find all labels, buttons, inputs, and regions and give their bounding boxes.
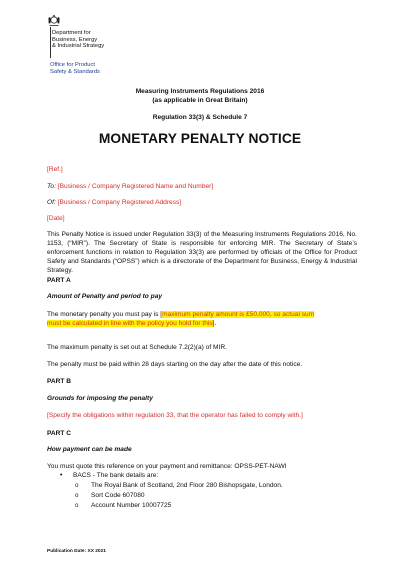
page-title: MONETARY PENALTY NOTICE xyxy=(98,131,302,146)
penalty-amount-paragraph xyxy=(47,311,357,329)
regulation-scope: (as applicable in Great Britain) xyxy=(152,96,248,104)
department-line: & Industrial Strategy xyxy=(52,43,105,50)
penalty-amount-highlight: maximum penalty amount is £50,000, so actual sum xyxy=(162,311,315,318)
sort-code-item: Sort Code 607080 xyxy=(91,492,145,499)
grounds-placeholder: [Specify the obligations within regulation 33, that the operator has failed to comply with.] xyxy=(47,412,303,419)
of-label: Of: xyxy=(47,199,56,206)
intro-paragraph: This Penalty Notice is issued under Regulation 33(3) of the Measuring Instruments Regulations 2016, No. 1153, (“MIR”). The Secretary of State is responsible for enforcing MIR. The Secretary of State’s enforcement functions in relation to Regulation 33(3) are performed by officials of the Office for Product Safety and Standards (“OPSS”) which is a directorate of the Department for Business, Energy & Industrial Strategy. xyxy=(47,231,357,274)
part-a-subheading: Amount of Penalty and period to pay xyxy=(47,293,163,300)
penalty-amount-prefix: The monetary penalty you must pay is [ xyxy=(47,311,163,318)
part-b-heading: PART B xyxy=(47,378,72,385)
department-name xyxy=(52,30,104,50)
payment-period-text: The penalty must be paid within 28 days starting on the day after the date of this notice. xyxy=(47,361,303,368)
royal-coat-of-arms-icon xyxy=(46,13,62,27)
regulation-title: Measuring Instruments Regulations 2016 xyxy=(135,88,265,95)
logo-rule xyxy=(50,27,51,58)
penalty-amount-highlight: must be calculated in line with the policy you hold for this xyxy=(47,319,213,327)
circle-sub-bullet-icon: o xyxy=(75,492,79,499)
department-line: Business, Energy xyxy=(52,36,98,43)
to-label: To: xyxy=(47,183,56,190)
opss-name xyxy=(50,62,100,75)
payment-reference-text: You must quote this reference on your payment and remittance: OPSS-PET-NAWI xyxy=(47,463,287,470)
regulation-heading xyxy=(0,88,400,105)
ref-field: [Ref.] xyxy=(47,166,63,173)
of-value: [Business / Company Registered Address] xyxy=(55,199,182,206)
penalty-amount-line xyxy=(47,311,357,320)
to-value: [Business / Company Registered Name and Number] xyxy=(55,183,214,190)
part-c-heading: PART C xyxy=(47,430,72,437)
bank-address-item: The Royal Bank of Scotland, 2nd Floor 280 Bishopsgate, London. xyxy=(91,482,283,489)
circle-sub-bullet-icon: o xyxy=(75,482,79,489)
opss-line: Office for Product xyxy=(50,62,95,68)
penalty-amount-suffix: ]. xyxy=(212,319,217,327)
department-line: Department for xyxy=(52,30,91,36)
circle-sub-bullet-icon: o xyxy=(75,502,79,509)
bullet-dot-icon: • xyxy=(60,472,63,479)
publication-date: Publication Date: XX 2021 xyxy=(47,549,106,554)
bacs-item: BACS - The bank details are: xyxy=(73,472,159,479)
part-b-subheading: Grounds for imposing the penalty xyxy=(47,395,153,402)
of-field xyxy=(47,199,357,208)
penalty-amount-line xyxy=(47,320,357,329)
maximum-penalty-text: The maximum penalty is set out at Schedule 7.2(2)(a) of MIR. xyxy=(47,344,227,351)
to-field xyxy=(47,183,357,192)
part-c-subheading: How payment can be made xyxy=(47,446,132,453)
date-field: [Date] xyxy=(47,215,65,222)
regulation-reference: Regulation 33(3) & Schedule 7 xyxy=(152,114,248,121)
account-number-item: Account Number 10007725 xyxy=(91,502,172,509)
opss-line: Safety & Standards xyxy=(50,68,100,75)
part-a-heading: PART A xyxy=(47,277,71,284)
